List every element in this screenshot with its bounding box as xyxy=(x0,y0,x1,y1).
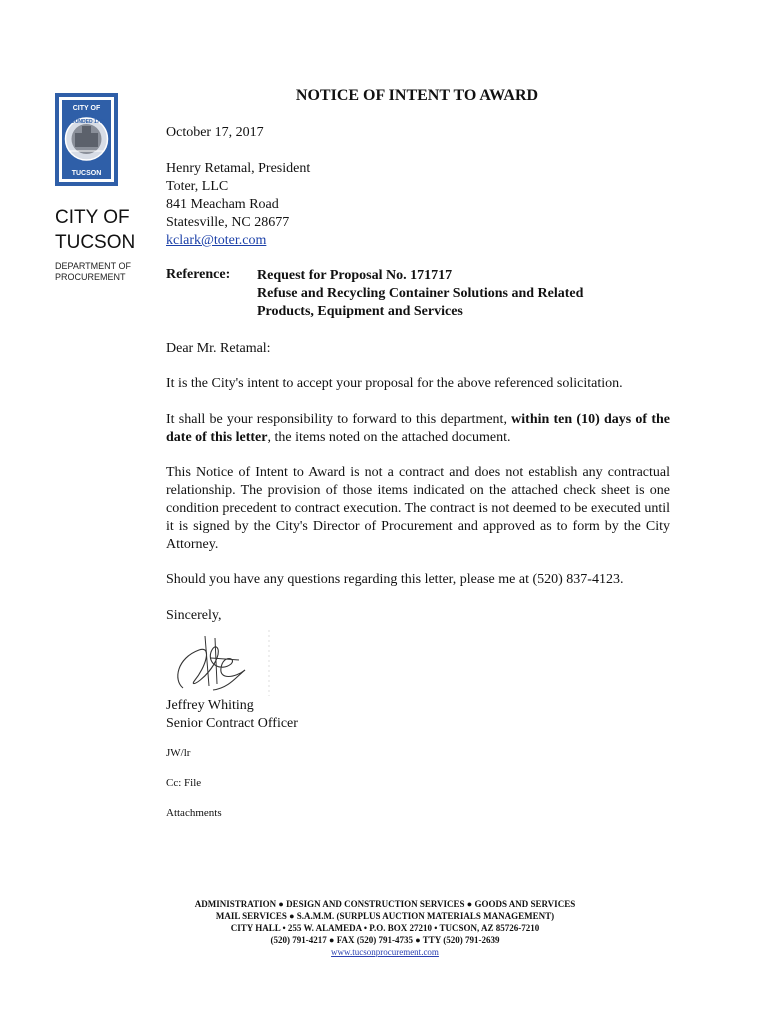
letter-date: October 17, 2017 xyxy=(166,125,264,140)
footer-line4: (520) 791-4217 ● FAX (520) 791-4735 ● TTY (520) 791-2639 xyxy=(270,935,500,945)
seal-text-middle: FOUNDED 1775 xyxy=(67,119,106,125)
paragraph-responsibility-pre: It shall be your responsibility to forward to this department, xyxy=(166,412,512,427)
signature-image xyxy=(165,628,275,698)
recipient-city-state-zip: Statesville, NC 28677 xyxy=(166,215,290,230)
recipient-email-link[interactable]: kclark@toter.com xyxy=(166,233,267,248)
paragraph-disclaimer: This Notice of Intent to Award is not a contract and does not establish any contractual relationship. The provision of those items indicated on the attached check sheet is one condition precedent to contract execution. The contract is not deemed to be executed until it is signed by the City's Director of Procurement and approved as to form by the City Attorney. xyxy=(166,465,670,552)
salutation: Dear Mr. Retamal: xyxy=(166,341,271,356)
reference-label: Reference: xyxy=(166,267,231,282)
recipient-street: 841 Meacham Road xyxy=(166,197,279,212)
paragraph-questions: Should you have any questions regarding this letter, please me at (520) 837-4123. xyxy=(166,572,624,587)
paragraph-responsibility-post: , the items noted on the attached document. xyxy=(267,430,511,445)
closing: Sincerely, xyxy=(166,608,222,623)
document-title: NOTICE OF INTENT TO AWARD xyxy=(295,87,539,104)
recipient-company: Toter, LLC xyxy=(166,179,229,194)
reference-text xyxy=(257,267,677,321)
recipient-name-title: Henry Retamal, President xyxy=(166,161,311,176)
paragraph-intent: It is the City's intent to accept your proposal for the above referenced solicitation. xyxy=(166,376,623,391)
paragraph-responsibility xyxy=(166,411,670,447)
attachments-line: Attachments xyxy=(166,807,222,819)
signer-title: Senior Contract Officer xyxy=(166,716,298,731)
cc-line: Cc: File xyxy=(166,777,202,789)
footer-line2: MAIL SERVICES ● S.A.M.M. (SURPLUS AUCTION MATERIALS MANAGEMENT) xyxy=(215,911,555,921)
department-line2: PROCUREMENT xyxy=(55,272,126,282)
seal-text-bottom: TUCSON xyxy=(71,170,102,177)
city-name-line1: CITY OF xyxy=(55,207,130,228)
department-line1: DEPARTMENT OF xyxy=(55,261,132,271)
seal-text-top: CITY OF xyxy=(72,105,101,112)
footer-website-link[interactable]: www.tucsonprocurement.com xyxy=(331,947,439,957)
footer-line3: CITY HALL • 255 W. ALAMEDA • P.O. BOX 27210 • TUCSON, AZ 85726-7210 xyxy=(230,923,540,933)
city-seal-logo xyxy=(55,93,118,186)
initials: JW/lr xyxy=(166,747,191,759)
recipient-block xyxy=(166,160,670,250)
reference-line1: Request for Proposal No. 171717 xyxy=(257,268,453,283)
paragraph-responsibility-deadline: within ten (10) days of the date of this letter xyxy=(166,412,670,445)
reference-line3: Products, Equipment and Services xyxy=(257,304,463,319)
reference-line2: Refuse and Recycling Container Solutions and Related xyxy=(257,286,584,301)
signer-name: Jeffrey Whiting xyxy=(166,698,254,713)
city-name-line2: TUCSON xyxy=(55,232,136,253)
footer-line1: ADMINISTRATION ● DESIGN AND CONSTRUCTION SERVICES ● GOODS AND SERVICES xyxy=(194,899,576,909)
